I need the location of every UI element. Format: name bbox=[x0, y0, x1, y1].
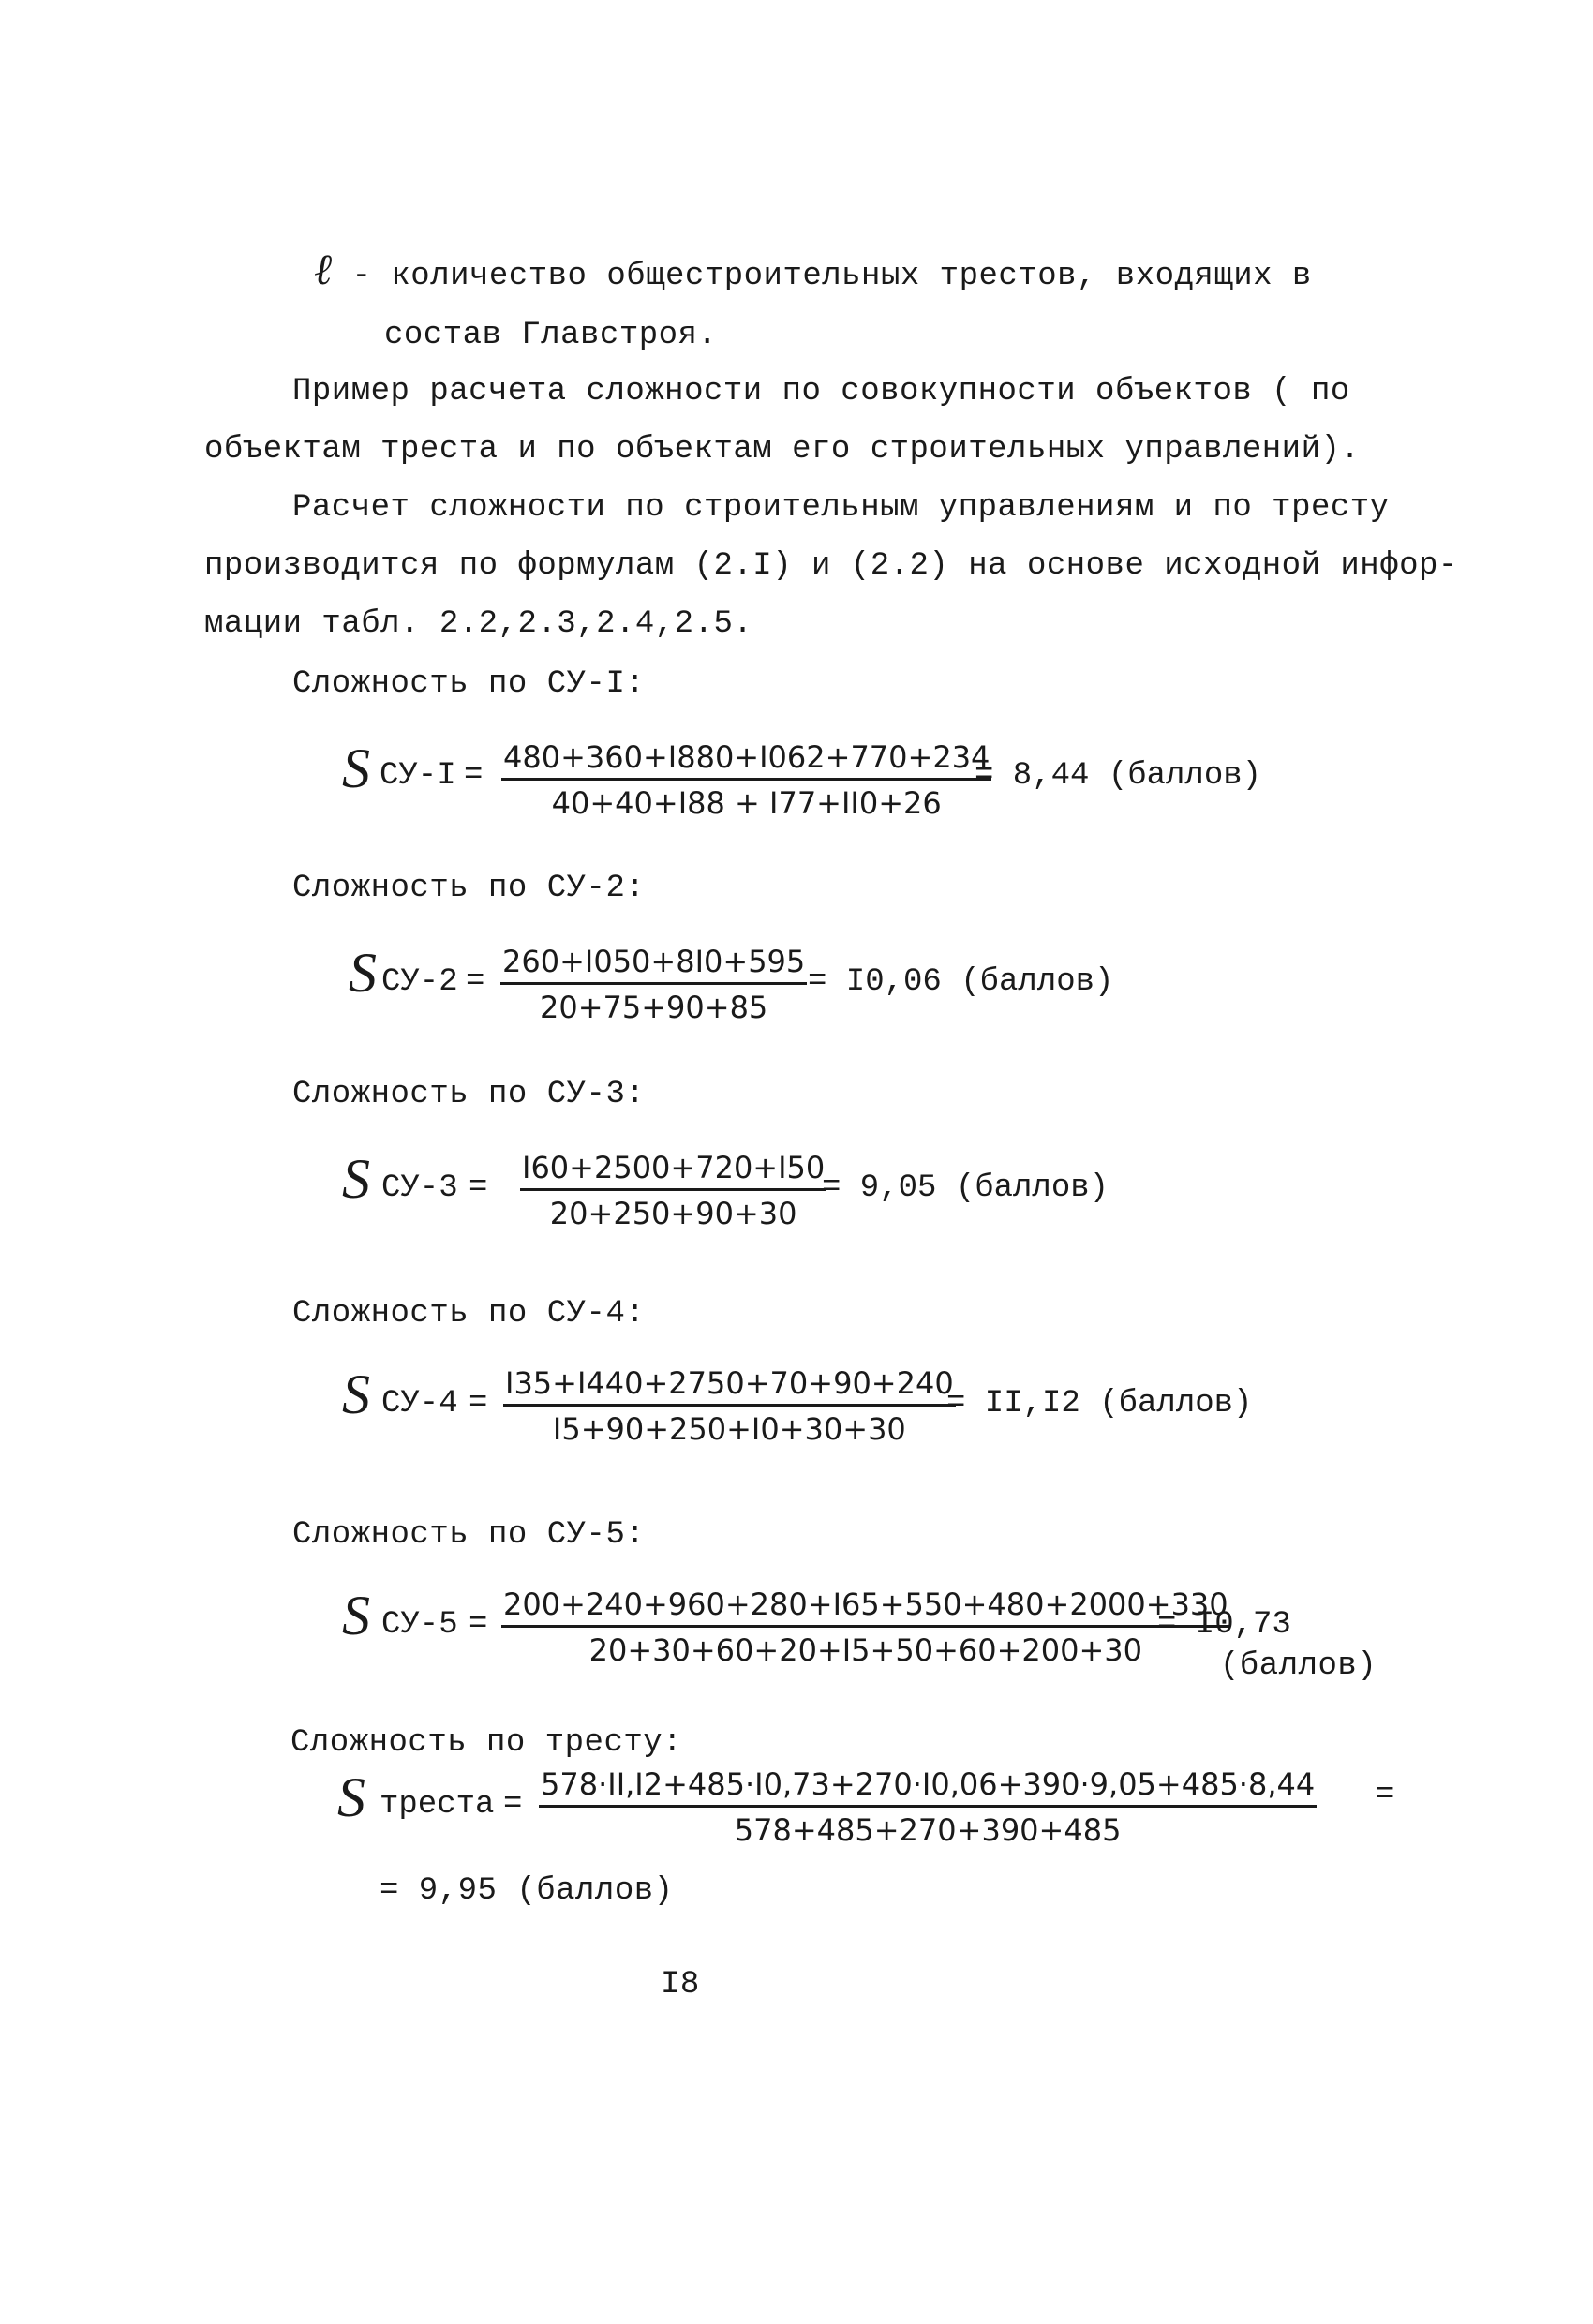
denominator: 20+30+60+20+I5+50+60+200+30 bbox=[588, 1632, 1143, 1668]
numerator: 200+240+960+280+I65+550+480+2000+330 bbox=[501, 1586, 1230, 1628]
paragraph-1-line-2: объектам треста и по объектам его строительных управлений). bbox=[204, 432, 1361, 468]
denominator: 20+250+90+30 bbox=[549, 1196, 797, 1231]
paragraph-2-line-1: Расчет сложности по строительным управлениям и по тресту bbox=[292, 490, 1390, 526]
result: = 9,05 (баллов) bbox=[822, 1170, 1109, 1206]
denominator: 20+75+90+85 bbox=[539, 990, 768, 1025]
equals-sign: = bbox=[469, 1170, 488, 1206]
l-symbol: ℓ bbox=[314, 246, 333, 293]
result: = I0,06 (баллов) bbox=[808, 964, 1114, 1000]
numerator: I35+I440+2750+70+90+240 bbox=[503, 1364, 956, 1407]
formula-subscript: СУ-4 bbox=[381, 1386, 458, 1422]
s-symbol: S bbox=[342, 1148, 370, 1210]
fraction bbox=[500, 943, 807, 1026]
result-continuation-su-5: (баллов) bbox=[1220, 1648, 1377, 1684]
formula-subscript: СУ-I bbox=[380, 758, 456, 794]
equals-sign: = bbox=[466, 964, 485, 1000]
formula-subscript: СУ-2 bbox=[381, 964, 458, 1000]
numerator: I60+2500+720+I50 bbox=[520, 1149, 826, 1191]
formula-subscript: треста bbox=[380, 1787, 495, 1823]
fraction bbox=[520, 1149, 826, 1232]
paragraph-2-line-2: производится по формулам (2.I) и (2.2) на основе исходной инфор- bbox=[204, 548, 1458, 584]
trailing-equals: = bbox=[1376, 1778, 1395, 1813]
denominator: 40+40+I88 + I77+II0+26 bbox=[551, 785, 942, 821]
intro-text-1: - количество общестроительных трестов, входящих в bbox=[332, 259, 1312, 294]
s-symbol: S bbox=[337, 1766, 365, 1828]
formula-su-3 bbox=[342, 1141, 1279, 1244]
equals-sign: = bbox=[464, 758, 484, 794]
heading-su-5: Сложность по СУ-5: bbox=[292, 1517, 646, 1553]
s-symbol: S bbox=[342, 1585, 370, 1646]
heading-su-1: Сложность по СУ-I: bbox=[292, 666, 646, 702]
s-symbol: S bbox=[342, 1363, 370, 1425]
numerator: 480+360+I880+I062+770+234 bbox=[501, 738, 991, 781]
equals-sign: = bbox=[469, 1386, 488, 1422]
equals-sign: = bbox=[469, 1607, 488, 1643]
fraction bbox=[501, 1586, 1230, 1669]
heading-su-4: Сложность по СУ-4: bbox=[292, 1296, 646, 1332]
numerator: 260+I050+8I0+595 bbox=[500, 943, 807, 985]
paragraph-2-line-3: мации табл. 2.2,2.3,2.4,2.5. bbox=[204, 606, 753, 642]
heading-su-2: Сложность по СУ-2: bbox=[292, 871, 646, 906]
formula-trust bbox=[337, 1760, 1406, 1863]
formula-su-1 bbox=[342, 731, 1279, 834]
page-number: I8 bbox=[661, 1967, 700, 2003]
s-symbol: S bbox=[342, 737, 370, 799]
formula-su-4 bbox=[342, 1357, 1279, 1460]
heading-trust: Сложность по тресту: bbox=[290, 1725, 683, 1761]
fraction bbox=[501, 738, 991, 822]
result-trust: = 9,95 (баллов) bbox=[380, 1873, 674, 1909]
intro-line-2: состав Главстроя. bbox=[384, 318, 718, 353]
denominator: 578+485+270+390+485 bbox=[734, 1812, 1122, 1848]
equals-sign: = bbox=[503, 1787, 523, 1823]
s-symbol: S bbox=[349, 942, 377, 1004]
formula-su-2 bbox=[349, 935, 1286, 1038]
result: = 8,44 (баллов) bbox=[975, 758, 1262, 794]
formula-subscript: СУ-3 bbox=[381, 1170, 458, 1206]
result: = I0,73 bbox=[1157, 1607, 1291, 1643]
numerator: 578·II,I2+485·I0,73+270·I0,06+390·9,05+485·8,44 bbox=[539, 1765, 1317, 1808]
intro-line-1 bbox=[314, 246, 1312, 295]
formula-su-5 bbox=[342, 1578, 1373, 1691]
formula-subscript: СУ-5 bbox=[381, 1607, 458, 1643]
paragraph-1-line-1: Пример расчета сложности по совокупности объектов ( по bbox=[292, 374, 1350, 410]
heading-su-3: Сложность по СУ-3: bbox=[292, 1077, 646, 1112]
result: = II,I2 (баллов) bbox=[946, 1386, 1253, 1422]
fraction bbox=[503, 1364, 956, 1448]
fraction bbox=[539, 1765, 1317, 1849]
denominator: I5+90+250+I0+30+30 bbox=[552, 1411, 906, 1447]
